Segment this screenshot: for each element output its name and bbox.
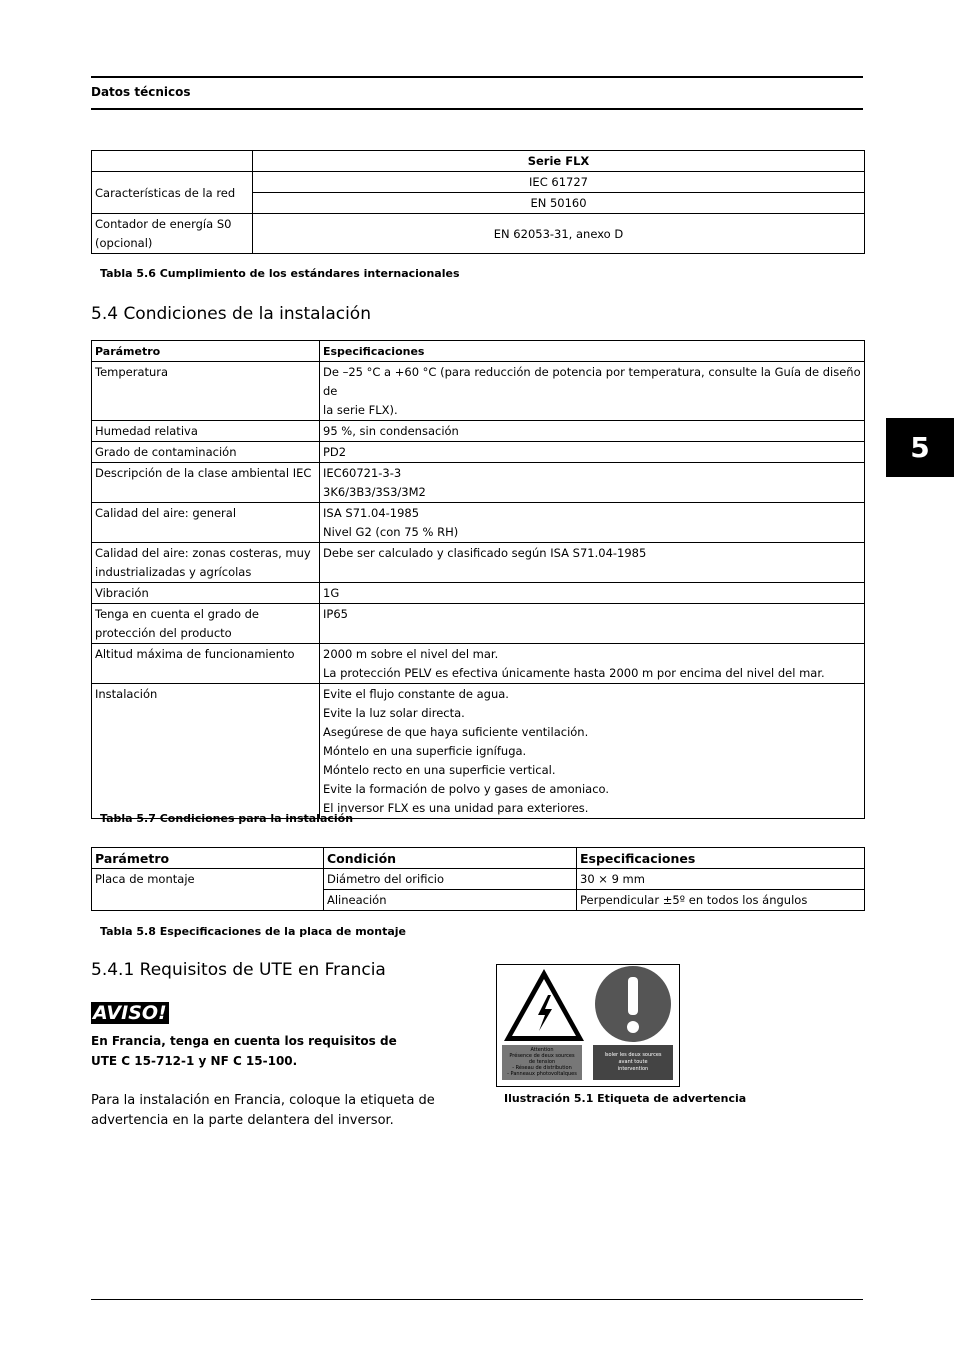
notice-bold-line2: UTE C 15-712-1 y NF C 15-100. (91, 1054, 298, 1068)
table-header-specs: Especificaciones (577, 848, 865, 869)
cell-parameter-line: protección del producto (95, 626, 232, 640)
cell-specification-line: Evite la formación de polvo y gases de amoniaco. (323, 782, 610, 796)
table-caption-5-7: Tabla 5.7 Condiciones para la instalación (100, 812, 354, 825)
cell-parameter-line: Descripción de la clase ambiental IEC (95, 466, 312, 480)
figure-caption: Ilustración 5.1 Etiqueta de advertencia (504, 1092, 747, 1105)
cell-alignment: Alineación (324, 890, 577, 911)
row-label-s0 (92, 214, 253, 254)
cell-parameter (92, 604, 320, 644)
table-caption-5-8: Tabla 5.8 Especificaciones de la placa de montaje (100, 925, 406, 938)
cell-mounting-plate: Placa de montaje (92, 869, 324, 911)
cell-specification (320, 503, 865, 543)
cell-specification-line: La protección PELV es efectiva únicamente hasta 2000 m por encima del nivel del mar. (323, 666, 825, 680)
cell-specification (320, 604, 865, 644)
cell-specification-line: 2000 m sobre el nivel del mar. (323, 647, 499, 661)
cell-parameter (92, 463, 320, 503)
running-header: Datos técnicos (91, 85, 191, 99)
table-row (92, 442, 865, 463)
cell-specification-line: De –25 °C a +60 °C (para reducción de potencia por temperatura, consulte la Guía de diseño de (323, 365, 861, 398)
cell-parameter-line: Vibración (95, 586, 149, 600)
cell-specification-line: PD2 (323, 445, 347, 459)
cell-parameter (92, 362, 320, 421)
label-right-line3: intervention (617, 1066, 649, 1072)
table-row (92, 362, 865, 421)
section-heading-5-4: 5.4 Condiciones de la instalación (91, 304, 371, 324)
cell-parameter (92, 684, 320, 819)
cell-specification-line: Evite el flujo constante de agua. (323, 687, 509, 701)
cell-parameter-line: Calidad del aire: general (95, 506, 237, 520)
label-left-line4: - Réseau de distribution (512, 1065, 572, 1071)
table-row (92, 644, 865, 684)
table-row (92, 583, 865, 604)
cell-parameter-line: industrializadas y agrícolas (95, 565, 252, 579)
cell-en50160: EN 50160 (253, 193, 865, 214)
label-left-line3: de tension (528, 1059, 556, 1065)
cell-parameter (92, 503, 320, 543)
cell-specification-line: IEC60721-3-3 (323, 466, 402, 480)
cell-specification (320, 583, 865, 604)
cell-specification-line: Debe ser calculado y clasificado según ISA S71.04-1985 (323, 546, 647, 560)
cell-specification (320, 463, 865, 503)
cell-parameter-line: Altitud máxima de funcionamiento (95, 647, 295, 661)
cell-parameter-line: Calidad del aire: zonas costeras, muy (95, 546, 311, 560)
cell-specification-line: Móntelo en una superficie ignífuga. (323, 744, 527, 758)
notice-bold-line1: En Francia, tenga en cuenta los requisitos de (91, 1034, 397, 1048)
warning-label-illustration (496, 964, 680, 1087)
table-row (92, 421, 865, 442)
notice-paragraph (91, 1091, 451, 1131)
cell-en62053: EN 62053-31, anexo D (253, 214, 865, 254)
row-label-s0-line2: (opcional) (95, 236, 153, 250)
label-left-line5: - Panneaux photovoltaïques (507, 1071, 577, 1077)
label-right-line2: avant toute (618, 1059, 648, 1065)
cell-hole-spec: 30 × 9 mm (577, 869, 865, 890)
table-header-series: Serie FLX (253, 151, 865, 172)
cell-parameter-line: Humedad relativa (95, 424, 198, 438)
notice-bold-text (91, 1031, 411, 1071)
cell-parameter (92, 421, 320, 442)
table-header-condition: Condición (324, 848, 577, 869)
cell-specification-line: Nivel G2 (con 75 % RH) (323, 525, 459, 539)
cell-specification (320, 442, 865, 463)
installation-conditions-table (91, 340, 865, 819)
notice-paragraph-line2: advertencia en la parte delantera del inversor. (91, 1113, 394, 1128)
cell-parameter-line: Instalación (95, 687, 158, 701)
installation-conditions-body (92, 362, 865, 819)
table-row (92, 604, 865, 644)
cell-specification (320, 644, 865, 684)
cell-specification-line: 3K6/3B3/3S3/3M2 (323, 485, 426, 499)
exclamation-dot (627, 1021, 639, 1033)
label-right-line1: Isoler les deux sources (604, 1052, 662, 1058)
cell-parameter-line: Grado de contaminación (95, 445, 237, 459)
table-header-parameter: Parámetro (92, 848, 324, 869)
cell-specification (320, 684, 865, 819)
notice-paragraph-line1: Para la instalación en Francia, coloque la etiqueta de (91, 1093, 435, 1108)
cell-specification-line: ISA S71.04-1985 (323, 506, 420, 520)
cell-hole-diameter: Diámetro del orificio (324, 869, 577, 890)
cell-specification-line: El inversor FLX es una unidad para exteriores. (323, 801, 589, 815)
cell-iec61727: IEC 61727 (253, 172, 865, 193)
cell-parameter (92, 543, 320, 583)
table-row (92, 463, 865, 503)
label-left-line2: Présence de deux sources (509, 1053, 575, 1059)
cell-specification-line: IP65 (323, 607, 348, 621)
label-left-line1: Attention (530, 1047, 554, 1053)
section-heading-5-4-1: 5.4.1 Requisitos de UTE en Francia (91, 960, 386, 980)
table-row (92, 543, 865, 583)
footer-rule (91, 1299, 863, 1300)
cell-parameter (92, 583, 320, 604)
table-caption-5-6: Tabla 5.6 Cumplimiento de los estándares internacionales (100, 267, 460, 280)
table-header-specs: Especificaciones (320, 341, 865, 362)
cell-parameter-line: Temperatura (95, 365, 169, 379)
cell-specification-line: Móntelo recto en una superficie vertical. (323, 763, 556, 777)
standards-table (91, 150, 865, 254)
cell-parameter (92, 644, 320, 684)
exclamation-bar (628, 977, 638, 1015)
table-header-empty (92, 151, 253, 172)
cell-specification-line: Asegúrese de que haya suficiente ventilación. (323, 725, 589, 739)
table-row (92, 684, 865, 819)
row-label-s0-line1: Contador de energía S0 (95, 217, 232, 231)
header-top-rule (91, 76, 863, 78)
cell-parameter (92, 442, 320, 463)
row-label-grid: Características de la red (92, 172, 253, 214)
notice-label: AVISO! (93, 1002, 167, 1024)
cell-parameter-line: Tenga en cuenta el grado de (95, 607, 260, 621)
cell-specification (320, 543, 865, 583)
cell-specification-line: 95 %, sin condensación (323, 424, 459, 438)
cell-specification-line: la serie FLX). (323, 403, 398, 417)
cell-specification-line: 1G (323, 586, 340, 600)
header-bottom-rule (91, 108, 863, 110)
table-row (92, 503, 865, 543)
cell-alignment-spec: Perpendicular ±5º en todos los ángulos (577, 890, 865, 911)
warning-label-graphic (497, 965, 679, 1086)
chapter-tab: 5 (886, 418, 954, 477)
mounting-plate-table (91, 847, 865, 911)
table-header-parameter: Parámetro (92, 341, 320, 362)
cell-specification (320, 421, 865, 442)
cell-specification-line: Evite la luz solar directa. (323, 706, 465, 720)
cell-specification (320, 362, 865, 421)
